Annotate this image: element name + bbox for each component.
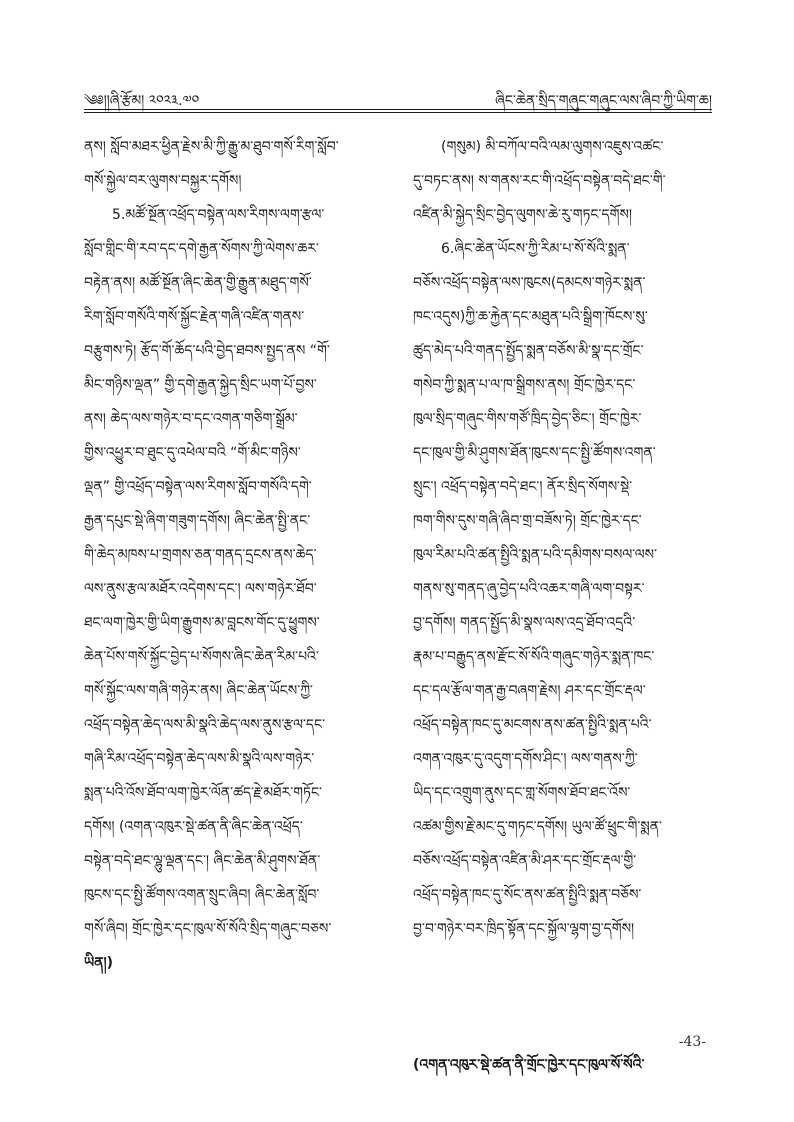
text-line: ཁུལ་རིམ་པའི་ཚན་སྤྱིའི་སྨན་པའི་དམིགས་བསལ་ལས་ — [413, 547, 658, 563]
text-line: ནས། ཆེད་ལས་གཉེར་བ་དང་འགན་གཅིག་སྒྲོམ་ — [84, 411, 298, 427]
text-line: གྱིས་འཕྱུར་བ་ཐུང་དུ་འཕེལ་བའི “གོ་མིང་གཉིས་ — [84, 445, 301, 461]
text-line: ཡིན།) — [84, 955, 113, 971]
text-line: བྱ་བ་གཉེར་བར་ཁྲིད་སྟོན་དང་སྐྱོལ་ལྷག་བྱ་དགོས། — [413, 921, 635, 937]
text-line: བརྩུགས་ཏེ། རྩོད་གོ་ཆོད་པའི་བྱེད་ཐབས་སྤྱད་ནས “གོ་ — [84, 343, 330, 359]
text-line: དགོས། (འགན་འཁུར་སྡེ་ཚན་ནི་ཞིང་ཆེན་འཕྲོད་ — [84, 819, 303, 835]
text-line: གསེབ་ཀྱི་སྨན་པ་ལ་ཁ་སྒྲིགས་ནས། གྲོང་ཁྱེར་དང་ — [413, 377, 636, 393]
text-line: འཕྲོད་བསྟེན་ཆེད་ལས་མི་སྣའི་ཆེད་ལས་ནུས་རྩལ་དང་ — [84, 717, 326, 733]
text-line: བཅོས་འཕྲོད་བསྟེན་འཛིན་མི་ཤར་དང་གྲོང་རྡལ་གྱི་ — [413, 853, 637, 869]
text-line — [84, 1048, 378, 1082]
text-line: 6.ཞིང་ཆེན་ཡོངས་ཀྱི་རིམ་པ་སོ་སོའི་སྨན་ — [441, 241, 630, 257]
text-line: འཕྲོད་བསྟེན་ཁང་དུ་མངགས་ནས་ཚན་སྤྱིའི་སྨན་པའི་ — [413, 717, 652, 733]
text-line: ཁག་གིས་དུས་གཞི་ཞིབ་གྲ་བཟོས་ཏེ། གྲོང་ཁྱེར་དང་ — [413, 513, 642, 529]
text-line: བྱ་དགོས། གནད་སྤྱོད་མི་སྣས་ལས་འདྲ་ཐོབ་འདྲའི་ — [413, 615, 636, 631]
text-line — [413, 980, 707, 1014]
text-line: འཕྲོད་བསྟེན་ཁང་དུ་སོང་ནས་ཚན་སྤྱིའི་སྨན་བཅོས་ — [413, 887, 642, 903]
text-line: ཁུལ་སྲིད་གཞུང་གིས་གཙོ་ཁྲིད་བྱེད་ཅིང་། གྲོང་ཁྱེར་ — [413, 411, 642, 427]
text-line — [84, 1014, 378, 1048]
text-line: རིག་སློབ་གསོའི་གསོ་སྐྱོང་རྗེན་གཞི་འཛིན་གནས་ — [84, 309, 305, 325]
running-header-title: ཞིང་ཆེན་སྲིད་གཞུང་གཞུང་ལས་ཞིབ་ཀྱི་ཡིག་ཆ། — [495, 93, 712, 109]
text-line: གསོ་སྐྱེལ་བར་ལུགས་བསྐྱར་དགོས། — [84, 173, 242, 189]
text-line: ལས་ནུས་རྩལ་མཐོར་འདེགས་དང་། ལས་གཉེར་ཐོབ་ — [84, 581, 317, 597]
text-line — [413, 946, 707, 980]
text-line: རྣམ་པ་བརྒྱུད་ནས་རྫོང་སོ་སོའི་གཞུང་གཉེར་སྨན་ཁང་ — [413, 649, 655, 665]
text-line: གསོ་ཞིབ། གྲོང་ཁྱེར་དང་ཁུལ་སོ་སོའི་སྲིད་གཞུང་བཅས་ — [84, 921, 332, 937]
text-line: ཆེན་པོས་གསོ་སྐྱོང་བྱེད་པ་སོགས་ཞིང་ཆེན་རིམ་པའི་ — [84, 649, 319, 665]
text-line: གནས་སུ་གནད་ཞུ་བྱེད་པའི་འཆར་གཞི་ལག་བསྟར་ — [413, 581, 645, 597]
text-line: ཡིད་དང་འགྲུག་ནུས་དང་གླ་སོགས་ཐོབ་ཐང་འོས་ — [413, 785, 631, 801]
text-line: བསྟེན་བདེ་ཐང་ལྷུ་ལྡན་དང་། ཞིང་ཆེན་མི་ཤུགས་ཐོན་ — [84, 853, 321, 869]
text-line: དང་ཁུལ་གྱི་མི་ཤུགས་ཐོན་ཁུངས་དང་སྤྱི་ཚོགས་འགན་ — [413, 445, 656, 461]
text-line — [413, 1014, 707, 1048]
text-line: སློབ་གླིང་གི་རབ་དང་དགེ་རྒྱན་སོགས་ཀྱི་ལེགས་ཆར་ — [84, 241, 319, 257]
text-line: སྲུང་། འཕྲོད་བསྟེན་བདེ་ཐང་། ནོར་སྲིད་སོགས་སྡེ་ — [413, 479, 633, 495]
text-line: དང་དལ་རྩོལ་གན་རྒྱ་བཞག་རྗེས། ཤར་དང་གྲོང་རྡལ་ — [413, 683, 646, 699]
text-line: སྨན་པའི་འོས་ཐོབ་ལག་ཁྱེར་ལོན་ཚད་རྗེ་མཐོར་གཏོང་ — [84, 785, 322, 801]
left-column — [84, 130, 378, 1082]
header-rule-bottom — [84, 112, 712, 113]
text-line: 5.མཚོ་སྔོན་འཕྲོད་བསྟེན་ལས་རིགས་ལག་རྩལ་ — [112, 207, 325, 223]
text-line: ནས། སློབ་མཐར་ཕྱིན་རྗེས་མི་ཀྱི་རྒྱུ་མ་ཐུབ་གསོ་རིག་སློབ་ — [84, 139, 339, 155]
text-line: གསོ་སྐྱོང་ལས་གཞི་གཉེར་ནས། ཞིང་ཆེན་ཡོངས་ཀྱི་ — [84, 683, 313, 699]
text-line: (གསུམ) མི་བཀོལ་བའི་ལམ་ལུགས་འཇུས་འཚང་ — [441, 139, 664, 155]
running-header-journal: ༄༅།།ཞི་རྩོམ། ༢༠༢༣.༧༠ — [84, 93, 200, 109]
text-line: ལྡན” གྱི་འཕྲོད་བསྟེན་ལས་རིགས་སློབ་གསོའི་དགེ་ — [84, 479, 312, 495]
text-line: རྒྱན་དཔུང་སྡེ་ཞིག་གཟུག་དགོས། ཞིང་ཆེན་སྤྱི་ནང་ — [84, 513, 311, 529]
text-line: ཐང་ལག་ཁྱེར་གྱི་ཡིག་རྒྱུགས་མ་བླངས་གོང་དུ་ཕྱུགས་ — [84, 615, 320, 631]
text-line: དུ་བཏང་ནས། ས་གནས་རང་གི་འཕྲོད་བསྟེན་བདེ་ཐང་གི་ — [413, 173, 666, 189]
text-line: གཞི་རིམ་འཕྲོད་བསྟེན་ཆེད་ལས་མི་སྣའི་ལས་གཉེར་ — [84, 751, 315, 767]
text-line: མིང་གཉིས་ལྡན” གྱི་དགེ་རྒྱན་སྐྱེད་སྲིང་ཡག་པོ་བྱས་ — [84, 377, 317, 393]
text-line: (འགན་འཁུར་སྡེ་ཚན་ནི་གྲོང་ཁྱེར་དང་ཁུལ་སོ་སོའི་ — [413, 1057, 645, 1073]
text-line: འགན་འཁུར་དུ་འདུག་དགོས་ཤིང་། ལས་གནས་ཀྱི་ — [413, 751, 638, 767]
text-line: ཁུངས་དང་སྤྱི་ཚོགས་འགན་སྲུང་ཞིབ། ཞིང་ཆེན་སློབ་ — [84, 887, 320, 903]
text-line — [84, 980, 378, 1014]
text-line: གི་ཆེད་མཁས་པ་གྲགས་ཅན་གནད་དྲངས་ནས་ཆེད་ — [84, 547, 317, 563]
text-line: བརྟེན་ནས། མཚོ་སྔོན་ཞིང་ཆེན་གྱི་རྒྱུན་མཐུད་གསོ་ — [84, 275, 312, 291]
right-column — [413, 130, 707, 1082]
page-number: -43- — [678, 1034, 706, 1050]
text-line: འཛིན་མི་སྐྱེད་སྲིང་བྱེད་ལུགས་ཆེ་རུ་གཏང་དགོས། — [413, 207, 633, 223]
text-line: བཅོས་འཕྲོད་བསྟེན་ལས་ཁུངས(དམངས་གཉེར་སྨན་ — [413, 275, 646, 291]
header-rule-top — [84, 109, 712, 110]
text-line: འཚམ་གྱིས་རྗེ་མང་དུ་གཏང་དགོས། ཡུལ་ཚོ་ཕྲུང་གི་སྨན་ — [413, 819, 662, 835]
text-line: ཚུད་མེད་པའི་གནད་སྤྱོད་སྨན་བཅོས་མི་སྣ་དང་གྲོང་ — [413, 343, 644, 359]
text-line: ཁང་འདུས)ཀྱི་ཆ་རྐྱེན་དང་མཐུན་པའི་སྒྲིག་ཁོངས་སུ་ — [413, 309, 648, 325]
